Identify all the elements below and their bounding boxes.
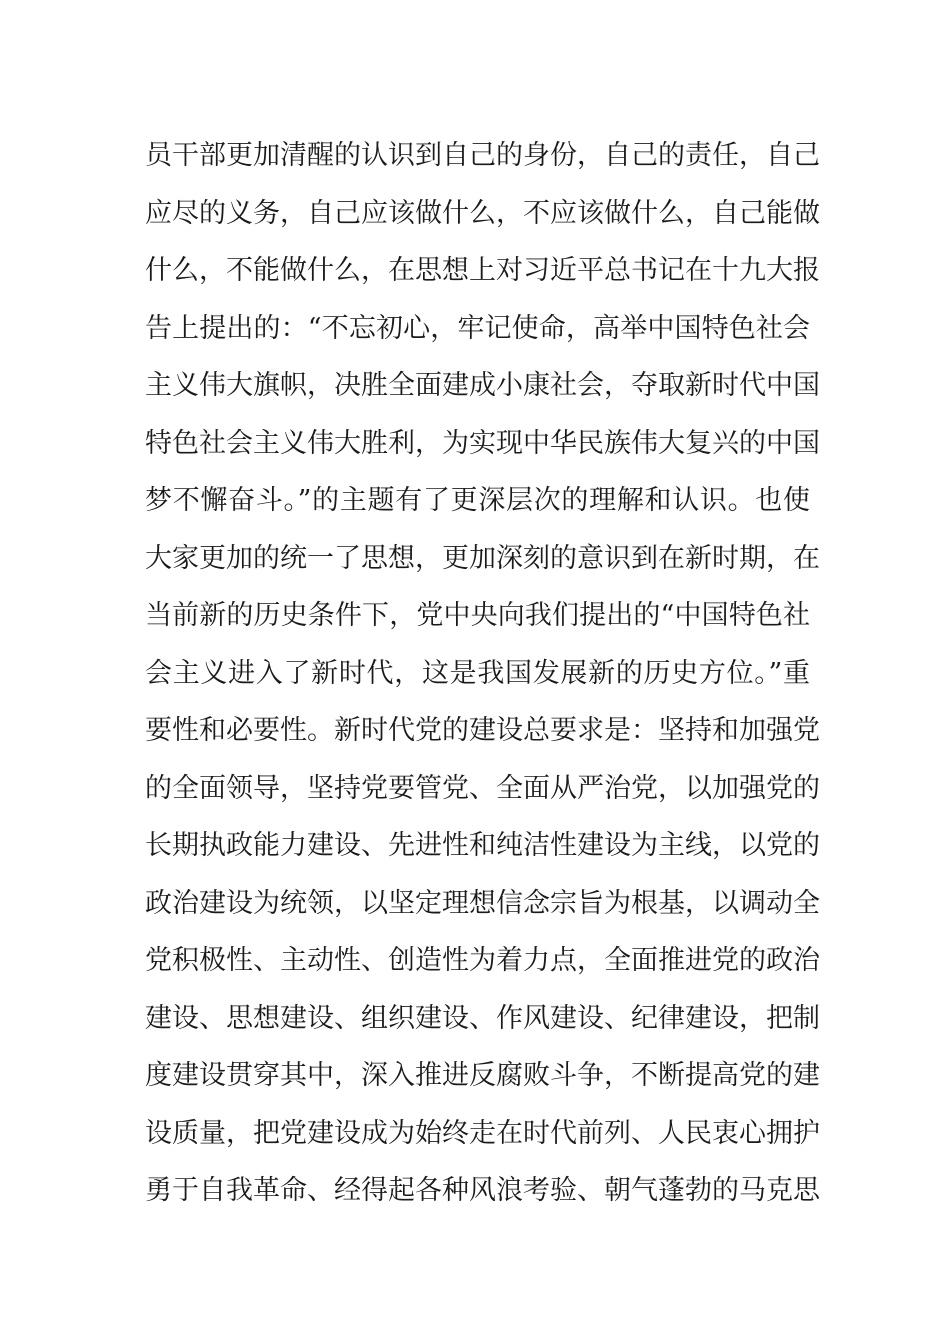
text-line: 党积极性、主动性、创造性为着力点，全面推进党的政治 [145, 945, 820, 976]
text-line: 应尽的义务，自己应该做什么，不应该做什么，自己能做 [145, 197, 820, 229]
text-line: 要性和必要性。新时代党的建设总要求是：坚持和加强党 [145, 715, 820, 746]
text-line: 长期执政能力建设、先进性和纯洁性建设为主线，以党的 [145, 830, 820, 861]
text-line: 大家更加的统一了思想，更加深刻的意识到在新时期，在 [145, 542, 820, 574]
text-line: 会主义进入了新时代，这是我国发展新的历史方位。”重 [145, 657, 810, 689]
text-line: 员干部更加清醒的认识到自己的身份，自己的责任，自己 [145, 140, 820, 171]
text-line: 政治建设为统领，以坚定理想信念宗旨为根基，以调动全 [145, 887, 820, 919]
body-text [145, 127, 820, 1220]
text-line: 什么，不能做什么，在思想上对习近平总书记在十九大报 [145, 255, 820, 286]
text-line: 主义伟大旗帜，决胜全面建成小康社会，夺取新时代中国 [145, 370, 820, 401]
text-line: 设质量，把党建设成为始终走在时代前列、人民衷心拥护 [145, 1117, 820, 1149]
text-line: 特色社会主义伟大胜利，为实现中华民族伟大复兴的中国 [145, 427, 820, 459]
text-line: 的全面领导，坚持党要管党、全面从严治党，以加强党的 [145, 772, 820, 804]
text-line: 勇于自我革命、经得起各种风浪考验、朝气蓬勃的马克思 [145, 1175, 820, 1206]
text-line: 告上提出的：“不忘初心，牢记使命，高举中国特色社会 [145, 312, 810, 344]
text-line: 梦不懈奋斗。”的主题有了更深层次的理解和认识。也使 [145, 485, 810, 516]
text-line: 建设、思想建设、组织建设、作风建设、纪律建设，把制 [145, 1002, 820, 1034]
text-line: 度建设贯穿其中，深入推进反腐败斗争，不断提高党的建 [145, 1060, 820, 1091]
text-line: 当前新的历史条件下，党中央向我们提出的“中国特色社 [145, 600, 810, 631]
